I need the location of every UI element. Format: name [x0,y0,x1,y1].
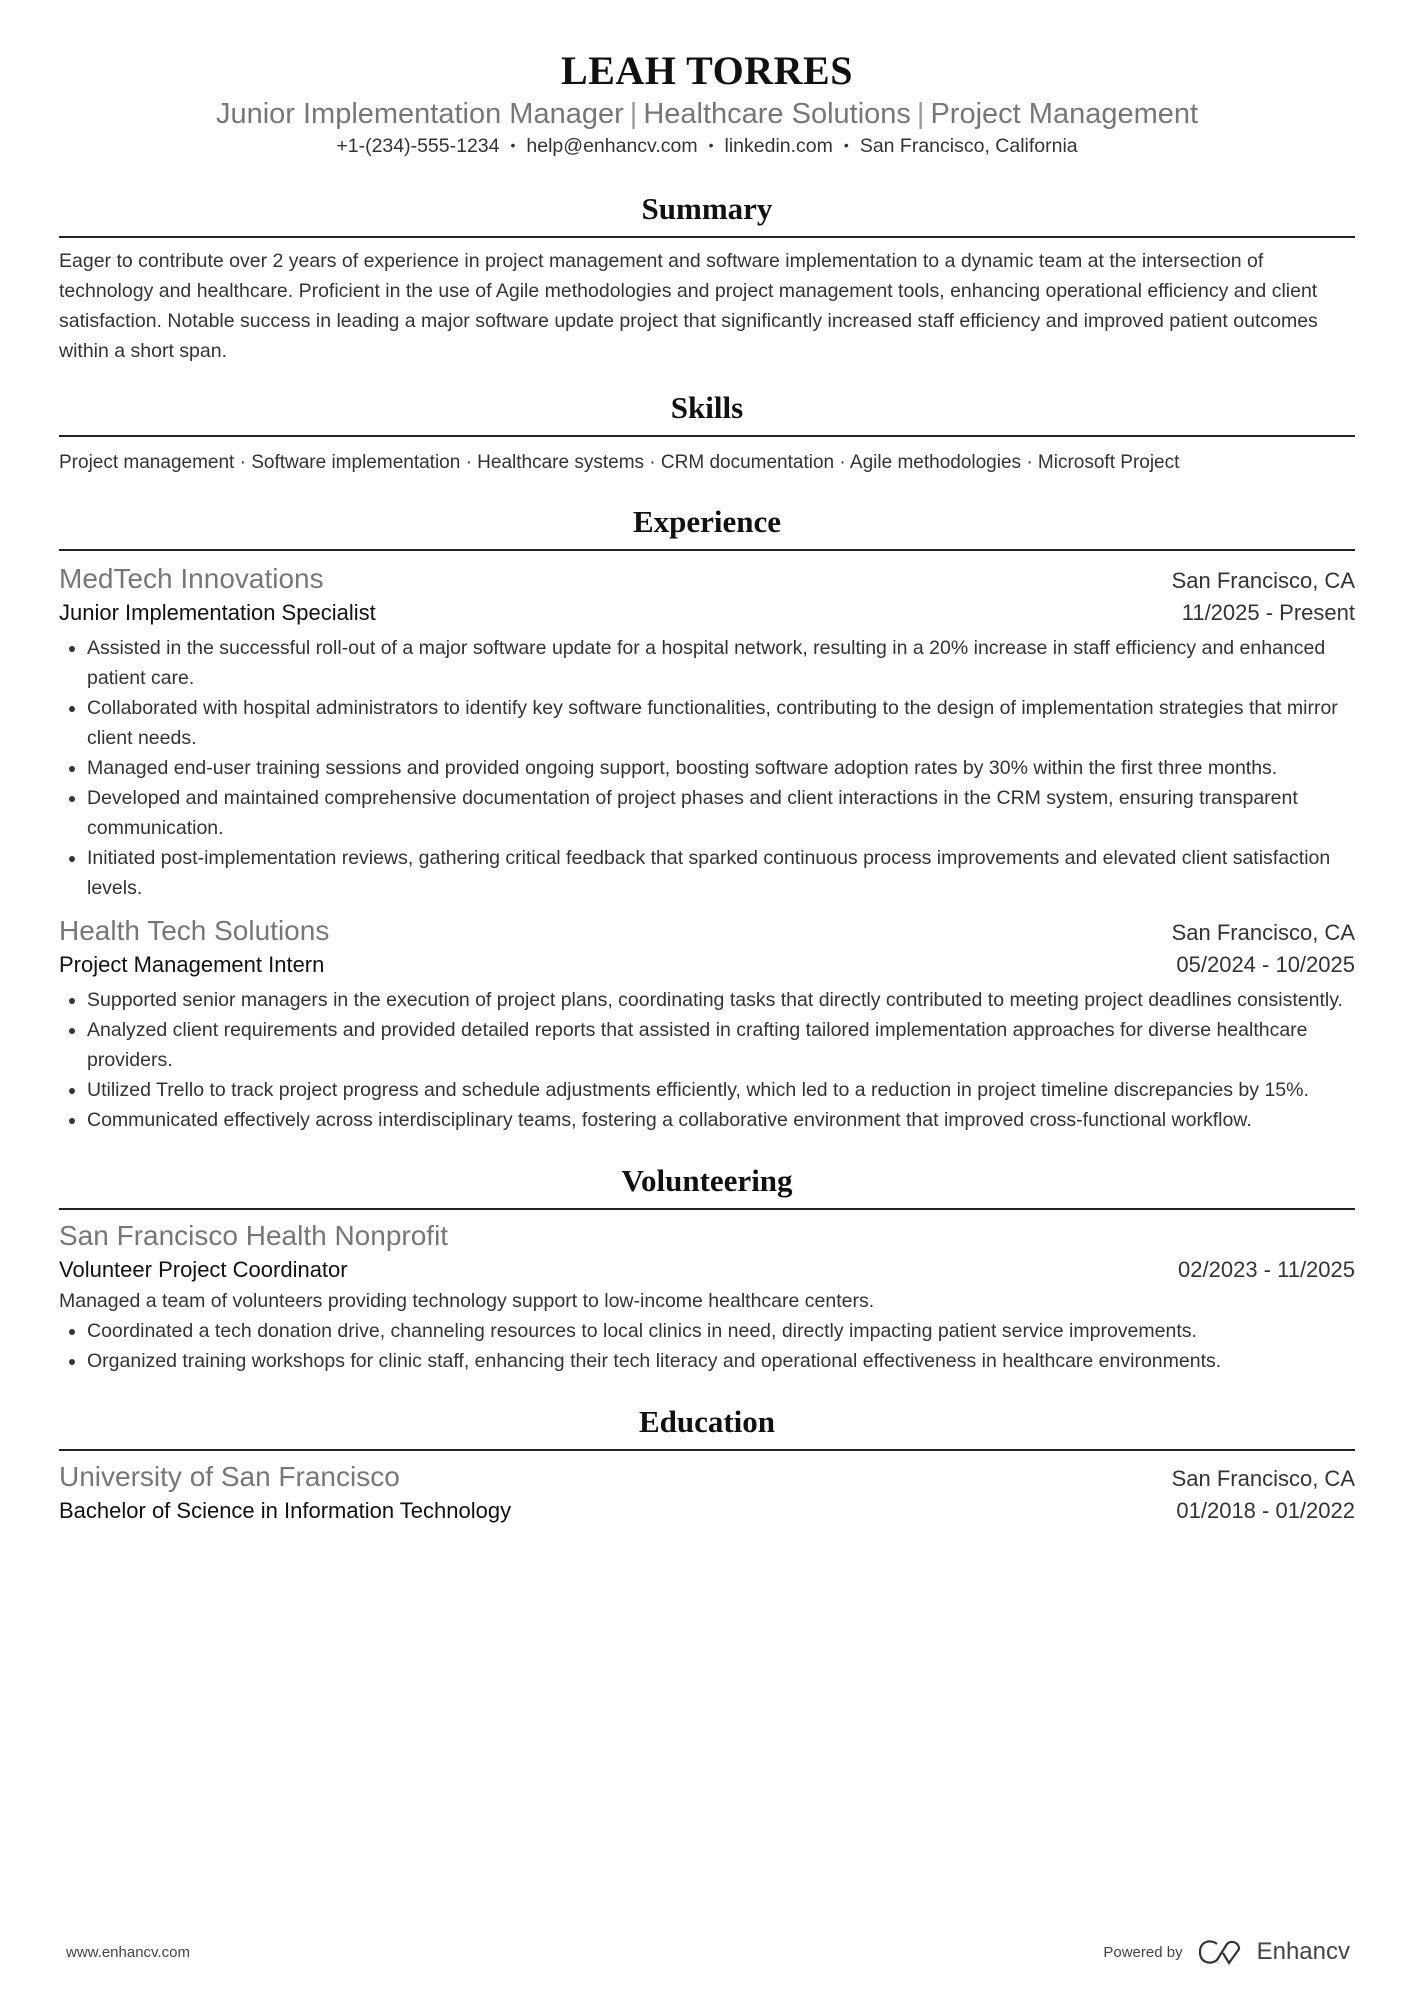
separator: | [916,98,925,130]
headline-part: Junior Implementation Manager [215,98,624,130]
summary-text: Eager to contribute over 2 years of experience in project management and software implementation to a dynamic team at the intersection of technology and healthcare. Proficient in the use of Agile methodologies and project management tools, enhancing operational efficiency and client satisfaction. Notable success in leading a major software update project that significantly increased staff efficiency and improved patient outcomes within a short span. [59,250,1318,362]
volunteer-dates: 02/2023 - 11/2025 [1178,1257,1355,1282]
job-location: San Francisco, CA [1171,568,1355,593]
location: San Francisco, California [859,135,1078,157]
divider [59,435,1355,437]
headline-part: Project Management [930,98,1199,130]
education-dates: 01/2018 - 01/2022 [1176,1498,1355,1523]
brand-name: Enhancv [1256,1938,1350,1965]
list-item: • Coordinated a tech donation drive, channeling resources to local clinics in need, directly impacting patient service improvements. [87,1316,1355,1346]
job-entry [59,561,1355,903]
divider [59,1449,1355,1451]
resume-page [59,0,1355,1527]
list-item: • Collaborated with hospital administrators to identify key software functionalities, contributing to the design of implementation strategies that mirror client needs. [87,693,1355,753]
school-name: University of San Francisco [59,1461,400,1492]
section-title-volunteering: Volunteering [621,1163,793,1198]
volunteer-role: Volunteer Project Coordinator [59,1257,348,1282]
enhancv-logo-icon [1197,1939,1243,1965]
linkedin-link[interactable]: linkedin.com [724,135,833,157]
skills-list: Project management · Software implementation · Healthcare systems · CRM documentation · Agile methodologies · Microsoft Project [59,452,1180,473]
section-title-skills: Skills [670,390,744,425]
footer [66,1938,1350,1966]
organization-name: San Francisco Health Nonprofit [59,1220,449,1251]
list-item: • Managed end-user training sessions and provided ongoing support, boosting software adoption rates by 30% within the first three months. [87,753,1355,783]
powered-by [1103,1938,1350,1966]
candidate-name: LEAH TORRES [561,48,853,93]
list-item: • Initiated post-implementation reviews, gathering critical feedback that sparked continuous process improvements and elevated client satisfaction levels. [87,843,1355,903]
bullet: • [708,137,714,153]
list-item: • Assisted in the successful roll-out of a major software update for a hospital network, resulting in a 20% increase in staff efficiency and enhanced patient care. [87,633,1355,693]
degree: Bachelor of Science in Information Technology [59,1498,512,1523]
list-item: • Communicated effectively across interdisciplinary teams, fostering a collaborative environment that improved cross-functional workflow. [87,1105,1355,1135]
job-location: San Francisco, CA [1171,920,1355,945]
list-item: • Supported senior managers in the execution of project plans, coordinating tasks that directly contributed to meeting project deadlines consistently. [87,985,1355,1015]
school-location: San Francisco, CA [1171,1466,1355,1491]
section-title-experience: Experience [632,504,782,539]
education-entry [59,1459,1355,1527]
email-link[interactable]: help@enhancv.com [526,135,698,157]
volunteer-entry [59,1218,1355,1376]
volunteer-description: Managed a team of volunteers providing technology support to low-income healthcare centers. [59,1290,875,1312]
bullet: • [510,137,516,153]
company-name: Health Tech Solutions [59,915,330,946]
contact-info [59,132,1355,159]
job-title: Project Management Intern [59,952,325,977]
section-title-education: Education [638,1404,776,1439]
section-title-summary: Summary [641,191,773,226]
bullet-list [59,1316,1355,1376]
job-title: Junior Implementation Specialist [59,600,376,625]
job-entry [59,913,1355,1135]
website-link[interactable]: www.enhancv.com [66,1943,190,1961]
job-dates: 11/2025 - Present [1181,600,1355,625]
divider [59,549,1355,551]
list-item: • Utilized Trello to track project progress and schedule adjustments efficiently, which led to a reduction in project timeline discrepancies by 15%. [87,1075,1355,1105]
list-item: • Organized training workshops for clinic staff, enhancing their tech literacy and operational effectiveness in healthcare environments. [87,1346,1355,1376]
divider [59,1208,1355,1210]
list-item: • Developed and maintained comprehensive documentation of project phases and client interactions in the CRM system, ensuring transparent communication. [87,783,1355,843]
phone: +1-(234)-555-1234 [336,135,500,157]
list-item: • Analyzed client requirements and provided detailed reports that assisted in crafting tailored implementation approaches for diverse healthcare providers. [87,1015,1355,1075]
divider [59,236,1355,238]
bullet-list [59,985,1355,1135]
headline-part: Healthcare Solutions [643,98,911,130]
company-name: MedTech Innovations [59,563,324,594]
separator: | [629,98,638,130]
powered-by-label: Powered by [1103,1943,1183,1961]
headline [59,96,1355,132]
job-dates: 05/2024 - 10/2025 [1176,952,1355,977]
bullet: • [843,137,849,153]
bullet-list [59,633,1355,903]
